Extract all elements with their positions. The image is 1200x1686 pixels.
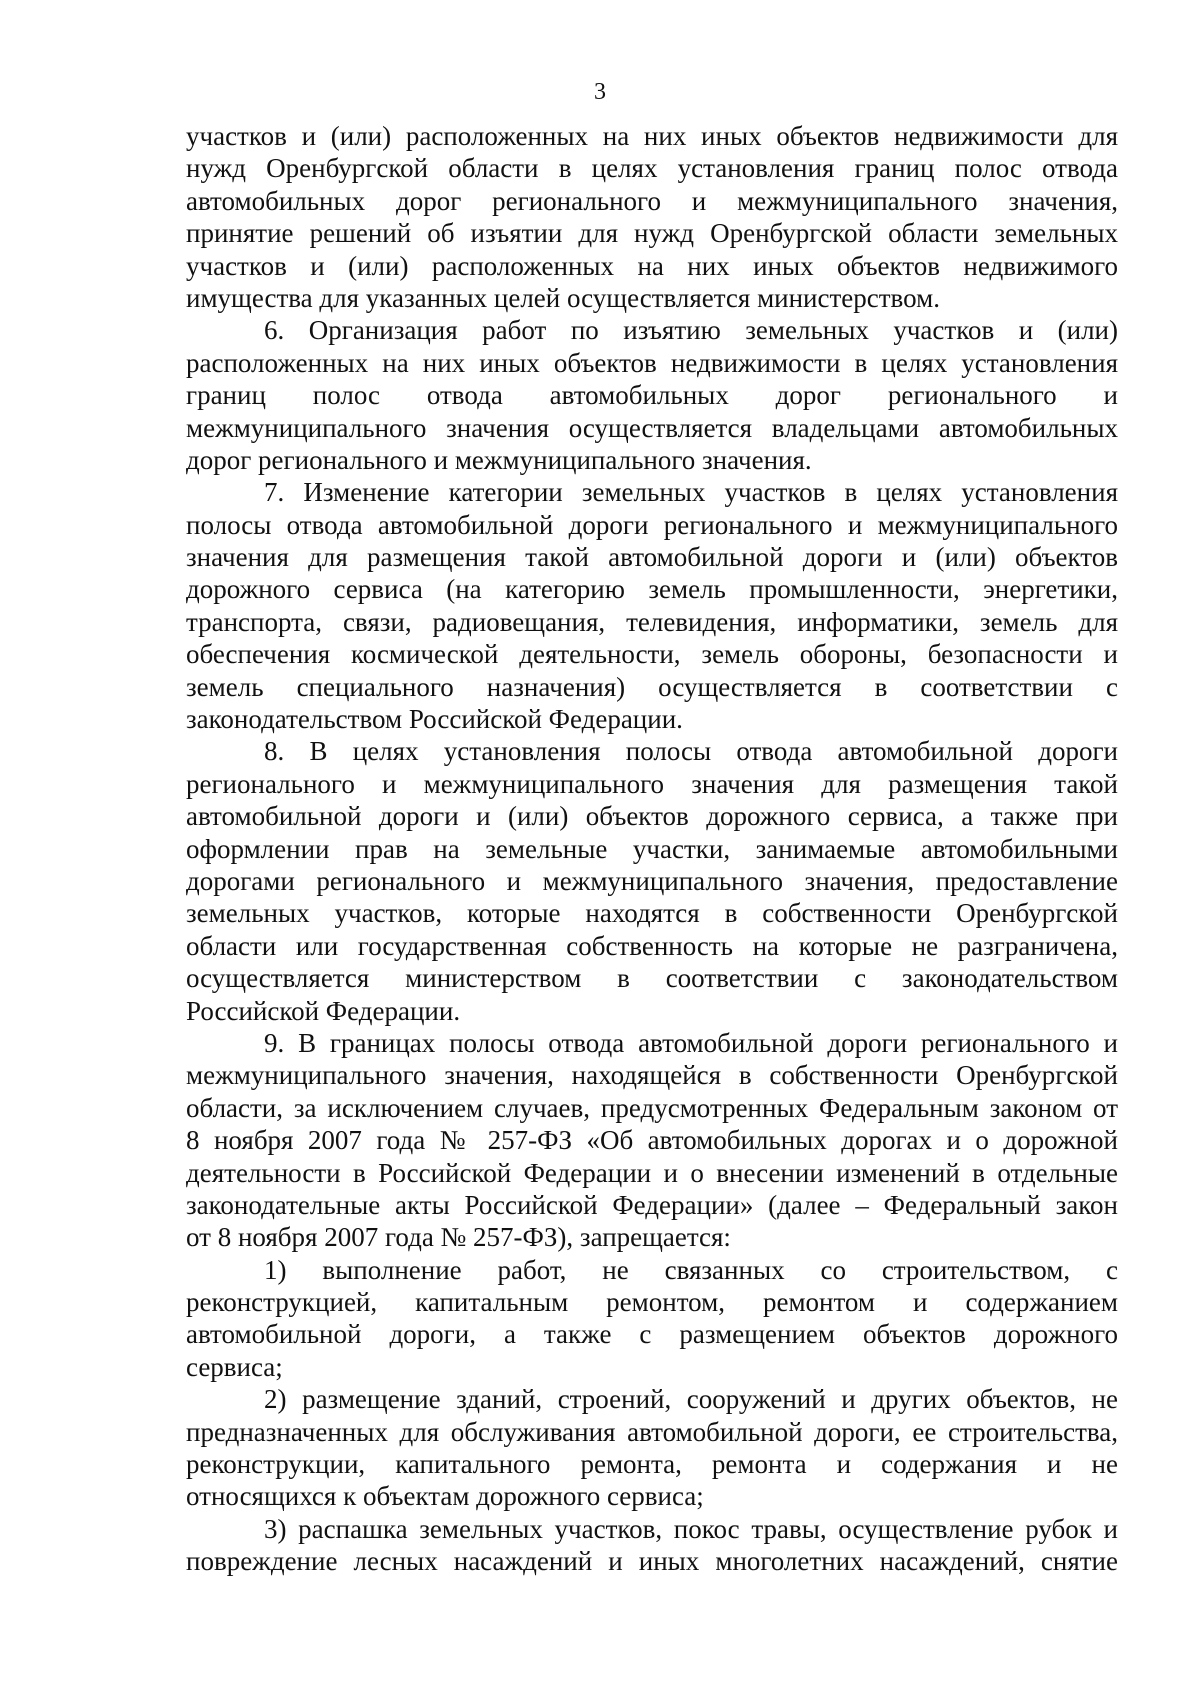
text-line: значения для размещения такой автомобильной дороги и (или) объектов xyxy=(186,542,1118,573)
text-line: относящихся к объектам дорожного сервиса; xyxy=(186,1481,704,1512)
text-line: от 8 ноября 2007 года № 257-ФЗ), запрещается: xyxy=(186,1222,731,1253)
text-line: предназначенных для обслуживания автомобильной дороги, ее строительства, xyxy=(186,1416,1118,1447)
paragraph-7-start: 7. Изменение категории земельных участков в целях установления xyxy=(264,477,1118,508)
text-line: повреждение лесных насаждений и иных многолетних насаждений, снятие xyxy=(186,1546,1118,1577)
text-line: дорожного сервиса (на категорию земель промышленности, энергетики, xyxy=(186,574,1118,605)
text-line: границ полос отвода автомобильных дорог регионального и xyxy=(186,380,1118,411)
text-line: автомобильной дороги и (или) объектов дорожного сервиса, а также при xyxy=(186,801,1118,832)
text-line: законодательные акты Российской Федерации» (далее – Федеральный закон xyxy=(186,1189,1118,1220)
paragraph-9-start: 9. В границах полосы отвода автомобильной дороги регионального и xyxy=(264,1027,1118,1058)
text-line: дорог регионального и межмуниципального значения. xyxy=(186,444,812,475)
text-line: области или государственная собственность на которые не разграничена, xyxy=(186,930,1118,961)
text-line: земельных участков, которые находятся в собственности Оренбургской xyxy=(186,898,1118,929)
paragraph-6-start: 6. Организация работ по изъятию земельных участков и (или) xyxy=(264,315,1118,346)
text-line: транспорта, связи, радиовещания, телевидения, информатики, земель для xyxy=(186,606,1118,637)
text-line: осуществляется министерством в соответствии с законодательством xyxy=(186,963,1118,994)
page-number: 3 xyxy=(594,79,606,105)
text-line: межмуниципального значения осуществляется владельцами автомобильных xyxy=(186,412,1118,443)
text-line: области, за исключением случаев, предусмотренных Федеральным законом от xyxy=(186,1092,1118,1123)
text-line: имущества для указанных целей осуществляется министерством. xyxy=(186,282,940,313)
text-line: сервиса; xyxy=(186,1351,283,1382)
text-line: автомобильных дорог регионального и межмуниципального значения, xyxy=(186,185,1118,216)
text-line: участков и (или) расположенных на них иных объектов недвижимости для xyxy=(186,121,1118,151)
text-line: 8 ноября 2007 года № 257-ФЗ «Об автомобильных дорогах и о дорожной xyxy=(186,1125,1118,1156)
text-line: реконструкции, капитального ремонта, ремонта и содержания и не xyxy=(186,1449,1118,1480)
paragraph-8-start: 8. В целях установления полосы отвода автомобильной дороги xyxy=(264,736,1118,767)
text-line: дорогами регионального и межмуниципального значения, предоставление xyxy=(186,865,1118,896)
text-line: реконструкцией, капитальным ремонтом, ремонтом и содержанием xyxy=(186,1287,1118,1318)
text-line: автомобильной дороги, а также с размещением объектов дорожного xyxy=(186,1319,1118,1350)
text-line: расположенных на них иных объектов недвижимости в целях установления xyxy=(186,347,1118,378)
list-item-3-start: 3) распашка земельных участков, покос травы, осуществление рубок и xyxy=(264,1513,1118,1544)
text-line: деятельности в Российской Федерации и о внесении изменений в отдельные xyxy=(186,1157,1118,1188)
text-line: законодательством Российской Федерации. xyxy=(186,704,683,735)
text-line: регионального и межмуниципального значения для размещения такой xyxy=(186,768,1118,799)
text-line: участков и (или) расположенных на них иных объектов недвижимого xyxy=(186,250,1118,281)
text-line: полосы отвода автомобильной дороги регионального и межмуниципального xyxy=(186,509,1118,540)
text-line: оформлении прав на земельные участки, занимаемые автомобильными xyxy=(186,833,1118,864)
text-line: принятие решений об изъятии для нужд Оренбургской области земельных xyxy=(186,218,1118,249)
text-line: обеспечения космической деятельности, земель обороны, безопасности и xyxy=(186,639,1118,670)
text-line: межмуниципального значения, находящейся в собственности Оренбургской xyxy=(186,1060,1118,1091)
text-line: Российской Федерации. xyxy=(186,995,461,1026)
text-line: земель специального назначения) осуществляется в соответствии с xyxy=(186,671,1118,702)
text-line: нужд Оренбургской области в целях установления границ полос отвода xyxy=(186,153,1118,184)
list-item-1-start: 1) выполнение работ, не связанных со строительством, с xyxy=(264,1254,1118,1285)
document-body xyxy=(186,120,1118,1578)
list-item-2-start: 2) размещение зданий, строений, сооружений и других объектов, не xyxy=(264,1384,1118,1415)
